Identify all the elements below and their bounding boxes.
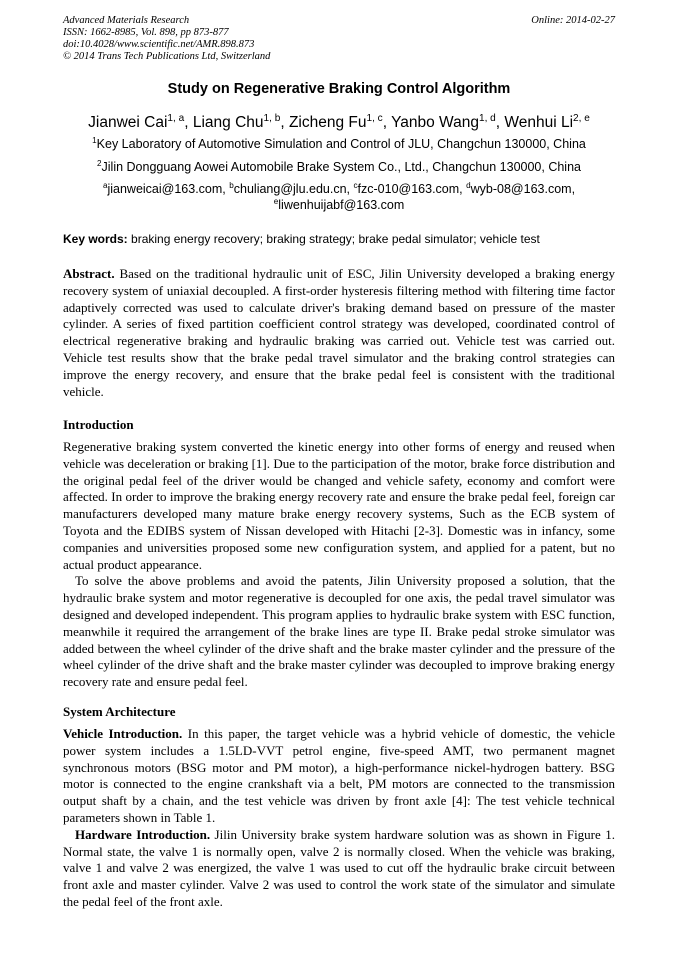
keywords <box>63 232 540 246</box>
subheading: Vehicle Introduction. <box>63 726 183 741</box>
introduction-body <box>63 439 615 691</box>
journal-header <box>63 15 270 63</box>
keywords-text: braking energy recovery; braking strategy; brake pedal simulator; vehicle test <box>127 232 540 246</box>
affiliation-1 <box>0 137 678 151</box>
paper-title: Study on Regenerative Braking Control Algorithm <box>167 81 511 97</box>
affiliation-text: Key Laboratory of Automotive Simulation and Control of JLU, Changchun 130000, China <box>96 137 586 151</box>
affiliation-text: Jilin Dongguang Aowei Automobile Brake System Co., Ltd., Changchun 130000, China <box>101 160 581 174</box>
paragraph <box>63 726 615 827</box>
author: Liang Chu <box>192 114 264 131</box>
affiliation-2 <box>0 160 678 174</box>
paragraph: Regenerative braking system converted the kinetic energy into other forms of energy and reused when vehicle was deceleration or braking [1]. Due to the participation of the motor, brake force distribution and the original pedal feel of the driver would be changed and vehicle safety, economy and comfort were affected. In order to improve the braking energy recovery rate and ensure the brake pedal feel, foreign car manufacturers developed many mature brake energy recovery systems, Such as the ECB system of Toyota and the EDIBS system of Nissan developed with Hitachi [2-3]. Domestic was in infancy, some companies and universities proposed some new configuration system, and applied for a patent, but no actual product appearance. <box>63 439 615 572</box>
email: fzc-010@163.com, <box>357 182 467 196</box>
email: wyb-08@163.com, <box>470 182 576 196</box>
system-architecture-body <box>63 726 615 911</box>
doi: doi:10.4028/www.scientific.net/AMR.898.873 <box>63 39 255 50</box>
abstract-text: Based on the traditional hydraulic unit of ESC, Jilin University developed a braking energy recovery system of uniaxial decoupled. A first-order hysteresis filtering method with filtering time factor adaptively corrected was used to calculate driver's braking demand based on pressure of the master cylinder. A series of fixed partition coefficient control strategy was developed, coordinated control of electrical regenerative braking and hydraulic braking was carried out. Vehicle test was carried out. Vehicle test results show that the brake pedal travel simulator and the braking control strategies can improve the energy recovery, and ensure that the brake pedal feel is consistent with the traditional vehicle. <box>63 266 615 399</box>
online-date: Online: 2014-02-27 <box>531 15 615 26</box>
paragraph-text: Jilin University brake system hardware solution was as shown in Figure 1. Normal state, the valve 1 is normally open, valve 2 is normally closed. When the vehicle was braking, valve 1 and valve 2 was energized, the valve 1 was used to cut off the hydraulic brake circuit between front axle and master cylinder. Valve 2 was used to control the work state of the simulator and simulate the pedal feel of the front axle. <box>63 826 615 909</box>
email-sup: d <box>466 180 471 190</box>
author: Zicheng Fu <box>288 114 367 131</box>
subheading: Hardware Introduction. <box>75 826 211 842</box>
paragraph <box>63 827 615 911</box>
author-sup: 2, e <box>573 112 590 124</box>
system-architecture-heading: System Architecture <box>63 704 176 719</box>
email: liwenhuijabf@163.com <box>278 198 405 212</box>
affiliation-sup: 2 <box>97 158 102 168</box>
email-sup: a <box>102 180 108 190</box>
email: chuliang@jlu.edu.cn, <box>233 182 354 196</box>
author: Jianwei Cai <box>88 114 168 131</box>
emails <box>0 181 678 213</box>
author-sup: 1, c <box>366 112 383 124</box>
paragraph: To solve the above problems and avoid the patents, Jilin University proposed a solution, that the hydraulic brake system and motor regenerative is decoupled for one axis, the pedal travel simulator was designed and developed independent. This program applies to hydraulic brake system with ESC function, meanwhile it required the arrangement of the brake lines are type II. Brake pedal stroke simulator was added between the wheel cylinder of the drive shaft and the brake master cylinder and the pressure of the wheel cylinder of the drive shaft and the brake master cylinder was decoupled to improve braking energy recovery rate and ensure pedal feel. <box>63 573 615 690</box>
email-sup: e <box>273 196 279 206</box>
author: Yanbo Wang <box>391 114 479 131</box>
affiliation-sup: 1 <box>92 135 97 145</box>
abstract-label: Abstract. <box>63 266 115 281</box>
email-sup: c <box>353 180 358 190</box>
abstract <box>63 266 615 400</box>
author: Wenhui Li <box>504 114 574 131</box>
authors: Jianwei Cai$^{1, a}$, Liang Chu$^{1, b}$, Zicheng Fu$^{1, c}$, Yanbo Wang$^{1, d}$, Wenhui Li$^{2, e}$ <box>88 112 590 131</box>
journal-name: Advanced Materials Research <box>63 15 190 26</box>
keywords-label: Key words: <box>63 232 128 246</box>
author-sup: 1, b <box>263 112 281 124</box>
email: jianweicai@163.com, <box>107 182 230 196</box>
author-sup: 1, a <box>167 112 185 124</box>
paragraph-text: In this paper, the target vehicle was a hybrid vehicle of domestic, the vehicle power system includes a 1.5LD-VVT petrol engine, five-speed AMT, two permanent magnet synchronous motors (BSG motor and PM motor), a high-performance nickel-hydrogen battery. BSG motor is connected to the engine crankshaft via a belt, PM motors are connected to the transmission output shaft by a chain, and the test vehicle was driven by front axle [4]: The test vehicle technical parameters shown in Table 1. <box>63 726 616 825</box>
issn: ISSN: 1662-8985, Vol. 898, pp 873-877 <box>63 27 229 38</box>
copyright: © 2014 Trans Tech Publications Ltd, Switzerland <box>63 51 271 62</box>
email-sup: b <box>229 180 234 190</box>
introduction-heading: Introduction <box>63 417 134 432</box>
author-sup: 1, d <box>478 112 496 124</box>
